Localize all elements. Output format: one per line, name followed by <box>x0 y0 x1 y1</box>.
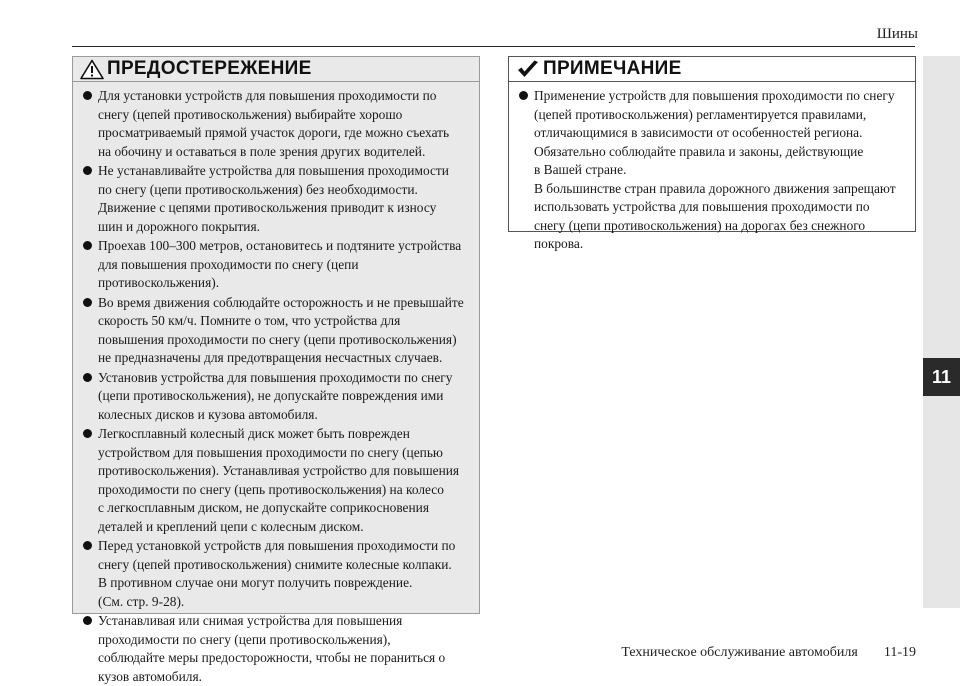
bullet-icon <box>83 91 92 100</box>
note-header <box>509 57 915 82</box>
note-box <box>508 56 916 251</box>
bullet-icon <box>83 166 92 175</box>
list-item <box>83 425 473 536</box>
list-item <box>83 612 473 686</box>
list-item-text: Легкосплавный колесный диск может быть поврежден устройством для повышения проходимости по снегу (цепью противоскольжения). Устанавливая устройство для повышения проходимости по снегу (цепь противоскольжения) на колесо с легкосплавным диском, не допускайте соприкосновения деталей и креплений цепи с колесным диском. <box>98 426 460 534</box>
list-item <box>83 369 473 425</box>
bullet-icon <box>83 616 92 625</box>
chapter-tab[interactable]: 11 <box>923 358 960 396</box>
warning-box <box>72 56 480 684</box>
warning-triangle-icon <box>80 59 104 80</box>
list-item-text: Не устанавливайте устройства для повышения проходимости по снегу (цепи противоскольжения) без необходимости. Движение с цепями противоскольжения приводит к износу шин и дорожного покрытия. <box>98 163 449 234</box>
checkmark-icon <box>516 59 540 80</box>
list-item-text: Установив устройства для повышения проходимости по снегу (цепи противоскольжения), не допускайте повреждения ими колесных дисков и кузова автомобиля. <box>98 369 453 422</box>
note-title: ПРИМЕЧАНИЕ <box>543 58 682 79</box>
note-list <box>509 82 915 254</box>
bullet-icon <box>83 429 92 438</box>
section-title: Шины <box>876 26 918 42</box>
header-divider <box>72 46 915 47</box>
list-item-text: Для установки устройств для повышения проходимости по снегу (цепей противоскольжения) выбирайте хорошо просматриваемый прямой участок дороги, где можно съехать на обочину и оставаться в поле зрения других водителей. <box>98 88 450 159</box>
list-item-text: Применение устройств для повышения проходимости по снегу (цепей противоскольжения) регламентируется правилами, отличающимися в зависимости от особенностей региона. Обязательно соблюдайте правила и законы, действующие в Вашей стране. В большинстве стран правила дорожного движения запрещают использовать устройства для повышения проходимости по снегу (цепи противоскольжения) на дорогах без снежного покрова. <box>534 88 896 251</box>
page-number: 11-19 <box>883 645 916 660</box>
list-item <box>83 237 473 293</box>
side-tab-bar <box>923 56 960 608</box>
list-item-text: Перед установкой устройств для повышения проходимости по снегу (цепей противоскольжения) снимите колесные колпаки. В противном случае они могут получить повреждение. (См. стр. 9-28). <box>98 538 456 609</box>
warning-title: ПРЕДОСТЕРЕЖЕНИЕ <box>107 58 312 79</box>
list-item <box>83 537 473 611</box>
bullet-icon <box>83 373 92 382</box>
list-item <box>519 87 909 254</box>
list-item-text: Устанавливая или снимая устройства для повышения проходимости по снегу (цепи противоскольжения), соблюдайте меры предосторожности, чтобы не пораниться о кузов автомобиля. <box>98 613 446 684</box>
footer-chapter-title: Техническое обслуживание автомобиля <box>621 645 858 660</box>
list-item <box>83 87 473 161</box>
list-item <box>83 162 473 236</box>
warning-header <box>73 57 479 82</box>
page-footer <box>621 645 916 661</box>
bullet-icon <box>519 91 528 100</box>
bullet-icon <box>83 298 92 307</box>
bullet-icon <box>83 541 92 550</box>
list-item-text: Проехав 100–300 метров, остановитесь и подтяните устройства для повышения проходимости по снегу (цепи противоскольжения). <box>98 238 462 290</box>
bullet-icon <box>83 241 92 250</box>
list-item-text: Во время движения соблюдайте осторожность и не превышайте скорость 50 км/ч. Помните о том, что устройства для повышения проходимости по снегу (цепи противоскольжения) не предназначены для предотвращения несчастных случаев. <box>98 294 464 365</box>
warning-list <box>73 82 479 686</box>
list-item <box>83 294 473 368</box>
